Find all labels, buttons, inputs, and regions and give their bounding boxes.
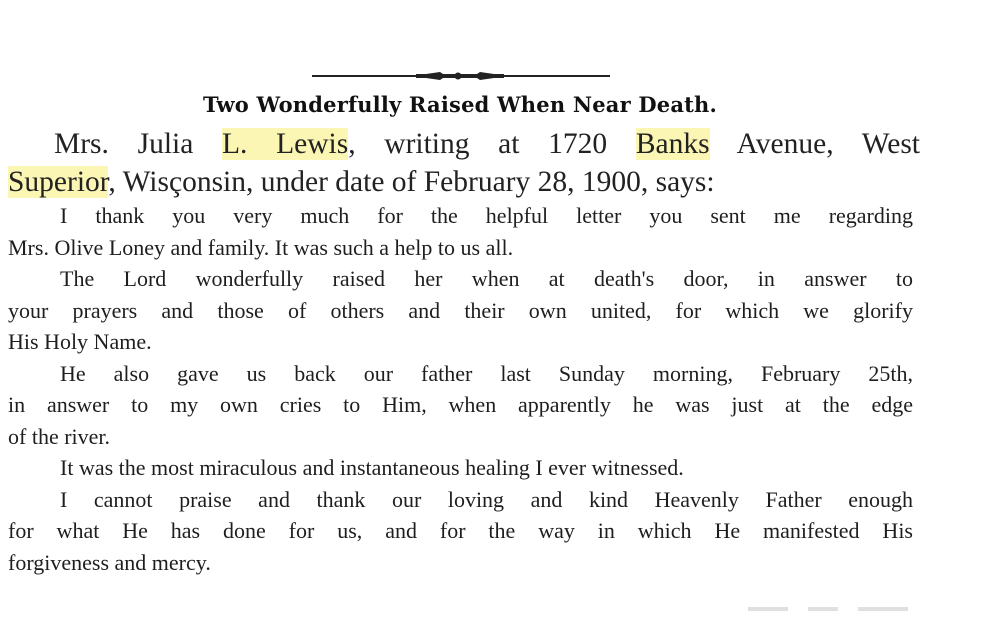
text-line: forgiveness and mercy. (8, 549, 211, 575)
text-line: His Holy Name. (8, 329, 152, 354)
intro-text: , writing at 1720 (348, 128, 636, 160)
highlighted-city: Superior (8, 166, 109, 198)
intro-text: Avenue, West (709, 128, 920, 160)
faded-footer-text (748, 606, 948, 612)
letter-paragraph (8, 358, 913, 453)
intro-line-1 (8, 125, 920, 163)
article-title: Two Wonderfully Raised When Near Death. (202, 92, 718, 117)
text-line: for what He has done for us, and for the way in which He manifested His (8, 518, 913, 543)
text-line: I cannot praise and thank our loving and kind Heavenly Father enough (60, 486, 913, 512)
highlighted-name: L. Lewis (222, 128, 349, 160)
letter-paragraph (8, 452, 913, 484)
text-line: He also gave us back our father last Sunday morning, February 25th, (60, 360, 913, 386)
text-line: in answer to my own cries to Him, when apparently he was just at the edge (8, 392, 913, 417)
letter-paragraph (8, 263, 913, 358)
text-line: your prayers and those of others and their own united, for which we glorify (8, 297, 913, 323)
intro-line-2 (8, 163, 920, 201)
intro-text: , Wisçonsin, under date of February 28, 1900, says: (108, 166, 715, 198)
divider-ornament (312, 68, 610, 84)
text-line: Mrs. Olive Loney and family. It was such a help to us all. (8, 234, 514, 260)
letter-paragraph (8, 484, 913, 579)
text-line: I thank you very much for the helpful letter you sent me regarding (60, 203, 913, 228)
letter-body (8, 200, 913, 578)
letter-paragraph (8, 200, 913, 263)
text-line: The Lord wonderfully raised her when at death's door, in answer to (60, 266, 913, 291)
text-line: It was the most miraculous and instantaneous healing I ever witnessed. (60, 455, 684, 480)
intro-text: Mrs. Julia (54, 128, 223, 160)
intro-paragraph (8, 125, 920, 201)
highlighted-street: Banks (635, 128, 710, 160)
text-line: of the river. (8, 423, 111, 449)
